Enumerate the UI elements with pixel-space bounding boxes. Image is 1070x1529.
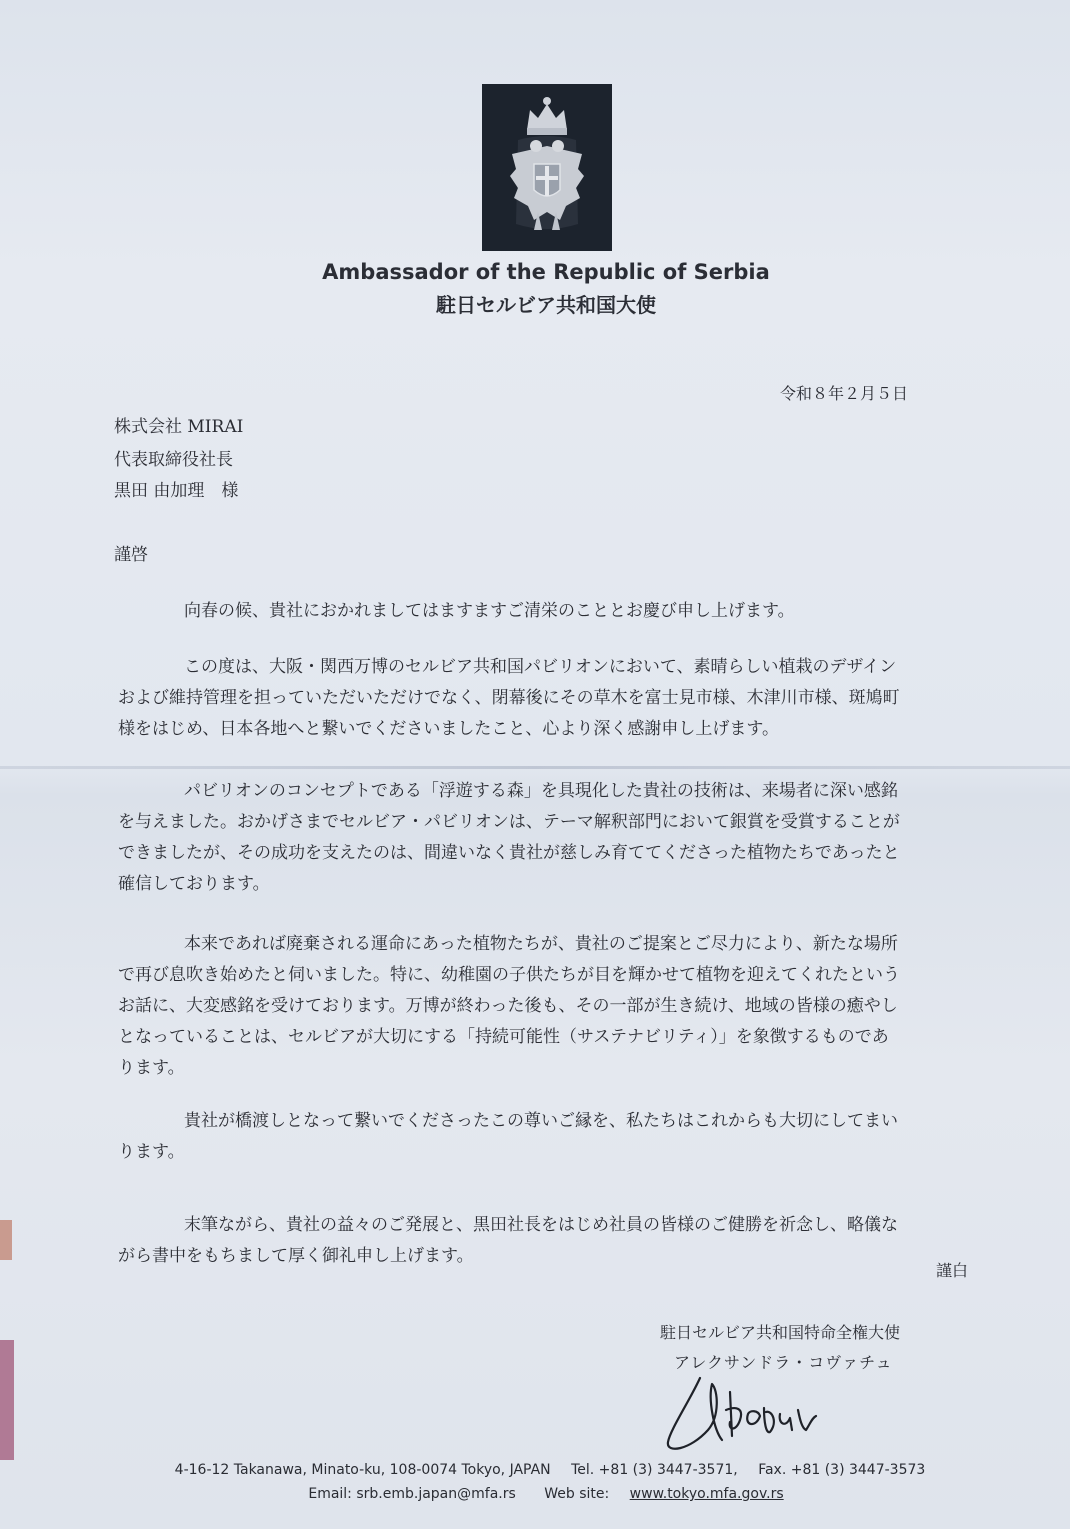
letter-date: 令和８年２月５日 — [780, 384, 909, 403]
paragraph-line: となっていることは、セルビアが大切にする「持続可能性（サステナビリティ）」を象徴するものであ — [118, 1027, 889, 1047]
paragraph-line: この度は、大阪・関西万博のセルビア共和国パビリオンにおいて、素晴らしい植栽のデザイン — [184, 657, 897, 677]
paragraph-line: を与えました。おかげさまでセルビア・パビリオンは、テーマ解釈部門において銀賞を受賞することが — [118, 812, 900, 832]
body-paragraph — [118, 929, 968, 1084]
background-edge — [0, 1220, 12, 1260]
paragraph-line: 末筆ながら、貴社の益々のご発展と、黒田社長をはじめ社員の皆様のご健勝を祈念し、略儀な — [184, 1215, 898, 1235]
background-edge — [0, 1340, 14, 1460]
handwritten-signature — [660, 1370, 840, 1460]
body-paragraph — [118, 596, 968, 627]
body-paragraph — [118, 1106, 968, 1168]
footer-email: Email: srb.emb.japan@mfa.rs — [308, 1486, 516, 1502]
body-paragraph — [118, 1210, 968, 1272]
paragraph-line: で再び息吹き始めたと伺いました。特に、幼稚園の子供たちが目を輝かせて植物を迎えてくれたという — [118, 965, 900, 985]
paragraph-line: 様をはじめ、日本各地へと繋いでくださいましたこと、心より深く感謝申し上げます。 — [118, 719, 779, 739]
letterhead-title-en: Ambassador of the Republic of Serbia — [322, 260, 770, 284]
paragraph-line: パビリオンのコンセプトである「浮遊する森」を具現化した貴社の技術は、来場者に深い感銘 — [184, 781, 898, 801]
signatory-name: アレクサンドラ・コヴァチュ — [674, 1353, 893, 1372]
recipient-name: 黒田 由加理 様 — [114, 481, 239, 501]
recipient-company: 株式会社 MIRAI — [114, 417, 244, 437]
body-paragraph — [118, 652, 968, 745]
footer-tel: Tel. +81 (3) 3447-3571, — [571, 1462, 738, 1478]
paper-fold-line — [0, 766, 1070, 769]
paragraph-line: できましたが、その成功を支えたのは、間違いなく貴社が慈しみ育ててくださった植物たちであったと — [118, 843, 900, 863]
footer-address: 4-16-12 Takanawa, Minato-ku, 108-0074 Tokyo, JAPAN — [174, 1462, 551, 1478]
footer-web-line — [0, 1486, 1070, 1502]
salutation: 謹啓 — [114, 545, 148, 565]
paragraph-line: 貴社が橋渡しとなって繋いでくださったこの尊いご縁を、私たちはこれからも大切にしてまい — [184, 1111, 898, 1131]
paragraph-line: および維持管理を担っていただいただけでなく、閉幕後にその草木を富士見市様、木津川市様、斑鳩町 — [118, 688, 900, 708]
footer-contact-line — [0, 1462, 1070, 1478]
footer-website-label: Web site: — [544, 1486, 610, 1502]
closing: 謹白 — [936, 1261, 969, 1280]
paragraph-line: ります。 — [118, 1058, 185, 1078]
footer-website-link[interactable]: www.tokyo.mfa.gov.rs — [629, 1486, 784, 1502]
paragraph-line: 確信しております。 — [118, 874, 270, 894]
paragraph-line: お話に、大変感銘を受けております。万博が終わった後も、その一部が生き続け、地域の皆様の癒やし — [118, 996, 898, 1016]
body-paragraph — [118, 776, 968, 900]
paragraph-line: がら書中をもちまして厚く御礼申し上げます。 — [118, 1246, 474, 1266]
letterhead-title-ja: 駐日セルビア共和国大使 — [436, 293, 656, 317]
paragraph-line: 本来であれば廃棄される運命にあった植物たちが、貴社のご提案とご尽力により、新たな場所 — [184, 934, 898, 954]
recipient-position: 代表取締役社長 — [114, 450, 233, 470]
paragraph-line: ります。 — [118, 1142, 185, 1162]
footer-fax: Fax. +81 (3) 3447-3573 — [758, 1462, 926, 1478]
signatory-title: 駐日セルビア共和国特命全権大使 — [660, 1323, 901, 1342]
paragraph-line: 向春の候、貴社におかれましてはますますご清栄のこととお慶び申し上げます。 — [184, 601, 795, 621]
serbian-coat-of-arms-logo — [482, 84, 612, 251]
